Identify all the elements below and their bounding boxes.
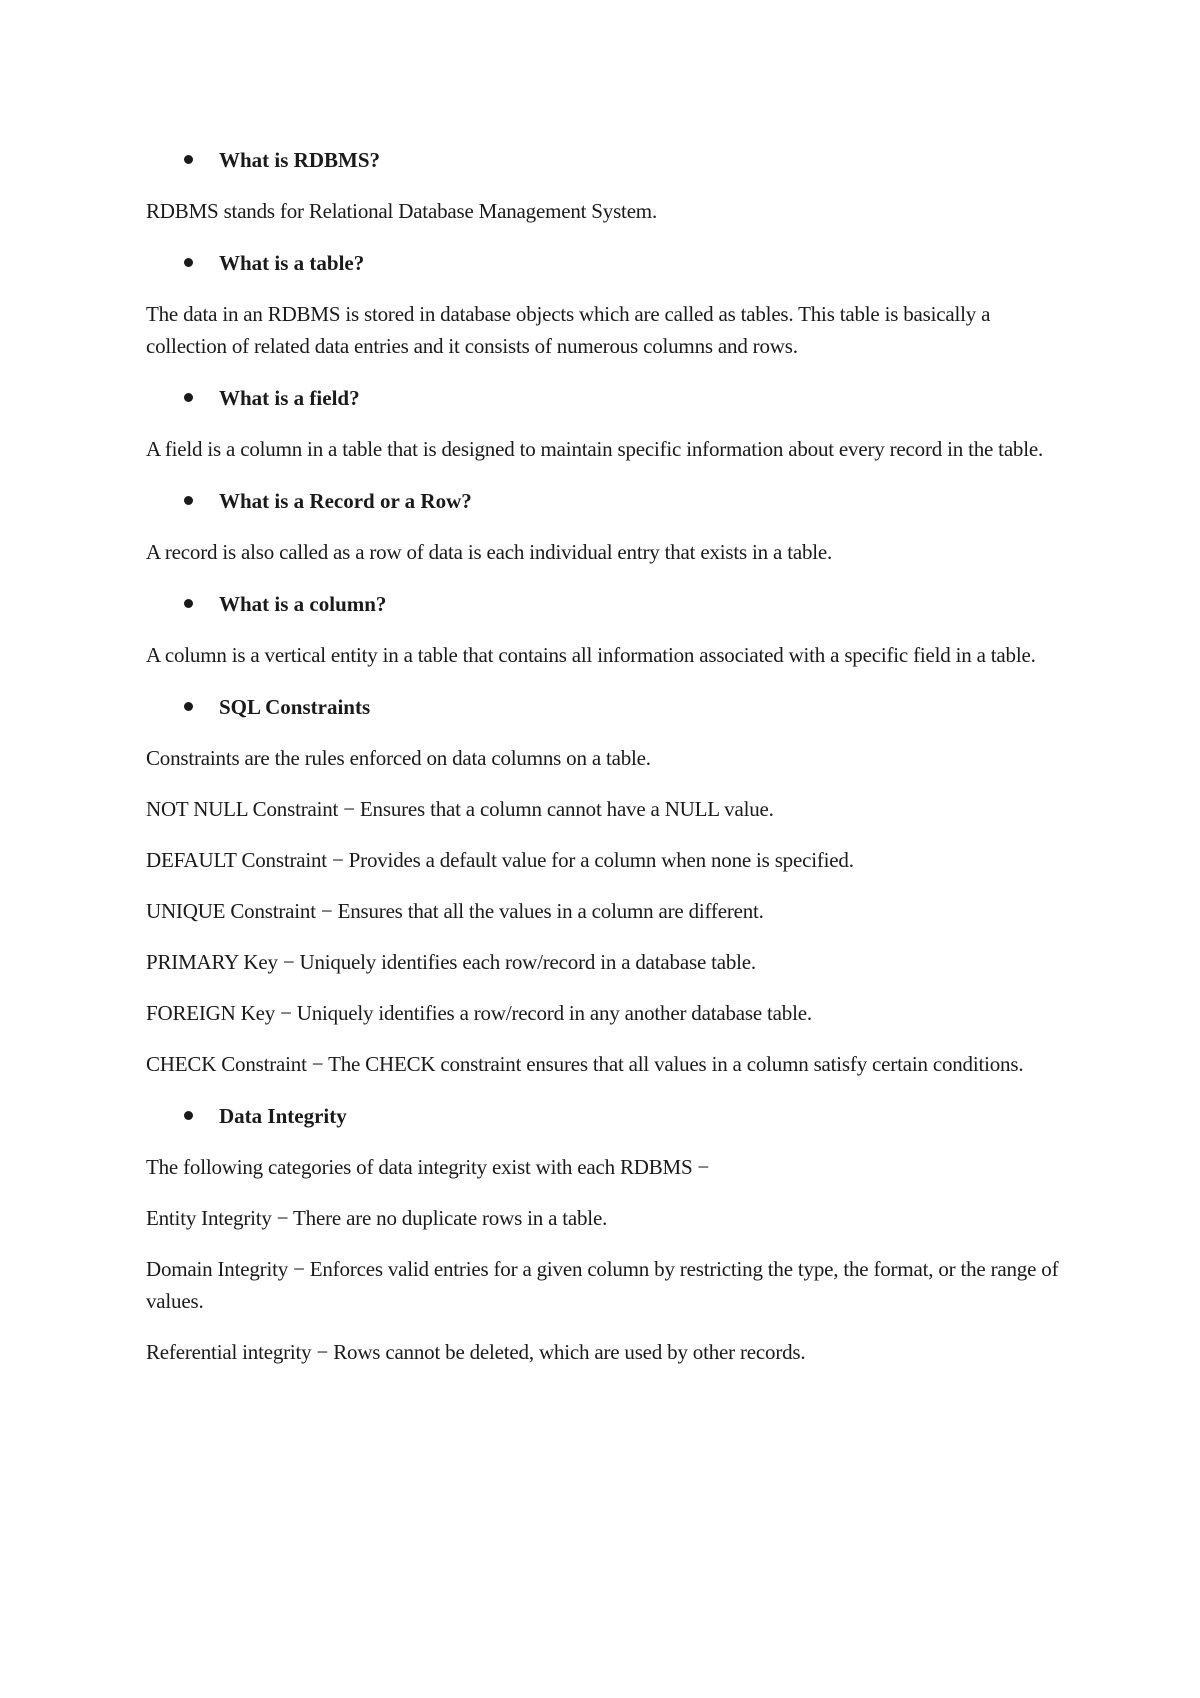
paragraph: DEFAULT Constraint − Provides a default value for a column when none is specified. <box>146 848 854 872</box>
section-heading <box>146 381 1076 415</box>
section-heading-text: What is a field? <box>219 386 360 410</box>
section-heading-text: Data Integrity <box>219 1104 347 1128</box>
paragraph: NOT NULL Constraint − Ensures that a column cannot have a NULL value. <box>146 797 774 821</box>
section-heading <box>146 690 1076 724</box>
paragraph: The following categories of data integrity exist with each RDBMS − <box>146 1155 710 1179</box>
paragraph: UNIQUE Constraint − Ensures that all the values in a column are different. <box>146 899 764 923</box>
document-body <box>146 143 1076 1387</box>
section-heading-text: SQL Constraints <box>219 695 371 719</box>
paragraph: CHECK Constraint − The CHECK constraint ensures that all values in a column satisfy certain conditions. <box>146 1052 1024 1076</box>
paragraph: Referential integrity − Rows cannot be deleted, which are used by other records. <box>146 1340 806 1364</box>
section-heading-text: What is a table? <box>219 251 365 275</box>
section-heading-text: What is a Record or a Row? <box>219 489 472 513</box>
bullet-icon <box>184 393 193 402</box>
section-heading <box>146 143 1076 177</box>
bullet-icon <box>184 496 193 505</box>
bullet-icon <box>184 155 193 164</box>
bullet-icon <box>184 258 193 267</box>
paragraph: A field is a column in a table that is designed to maintain specific information about every record in the table. <box>146 437 1044 461</box>
section-heading-text: What is a column? <box>219 592 387 616</box>
paragraph: RDBMS stands for Relational Database Management System. <box>146 199 657 223</box>
section-heading-text: What is RDBMS? <box>219 148 381 172</box>
bullet-icon <box>184 1111 193 1120</box>
paragraph: A record is also called as a row of data is each individual entry that exists in a table. <box>146 540 833 564</box>
section-heading <box>146 587 1076 621</box>
paragraph: Domain Integrity − Enforces valid entries for a given column by restricting the type, the format, or the range of values. <box>146 1257 1059 1313</box>
paragraph: The data in an RDBMS is stored in database objects which are called as tables. This table is basically a collection of related data entries and it consists of numerous columns and rows. <box>146 302 991 358</box>
paragraph: Entity Integrity − There are no duplicate rows in a table. <box>146 1206 608 1230</box>
paragraph: PRIMARY Key − Uniquely identifies each row/record in a database table. <box>146 950 756 974</box>
bullet-icon <box>184 599 193 608</box>
paragraph: A column is a vertical entity in a table that contains all information associated with a specific field in a table. <box>146 643 1036 667</box>
paragraph: Constraints are the rules enforced on data columns on a table. <box>146 746 651 770</box>
section-heading <box>146 1099 1076 1133</box>
bullet-icon <box>184 702 193 711</box>
section-heading <box>146 484 1076 518</box>
section-heading <box>146 246 1076 280</box>
paragraph: FOREIGN Key − Uniquely identifies a row/record in any another database table. <box>146 1001 812 1025</box>
